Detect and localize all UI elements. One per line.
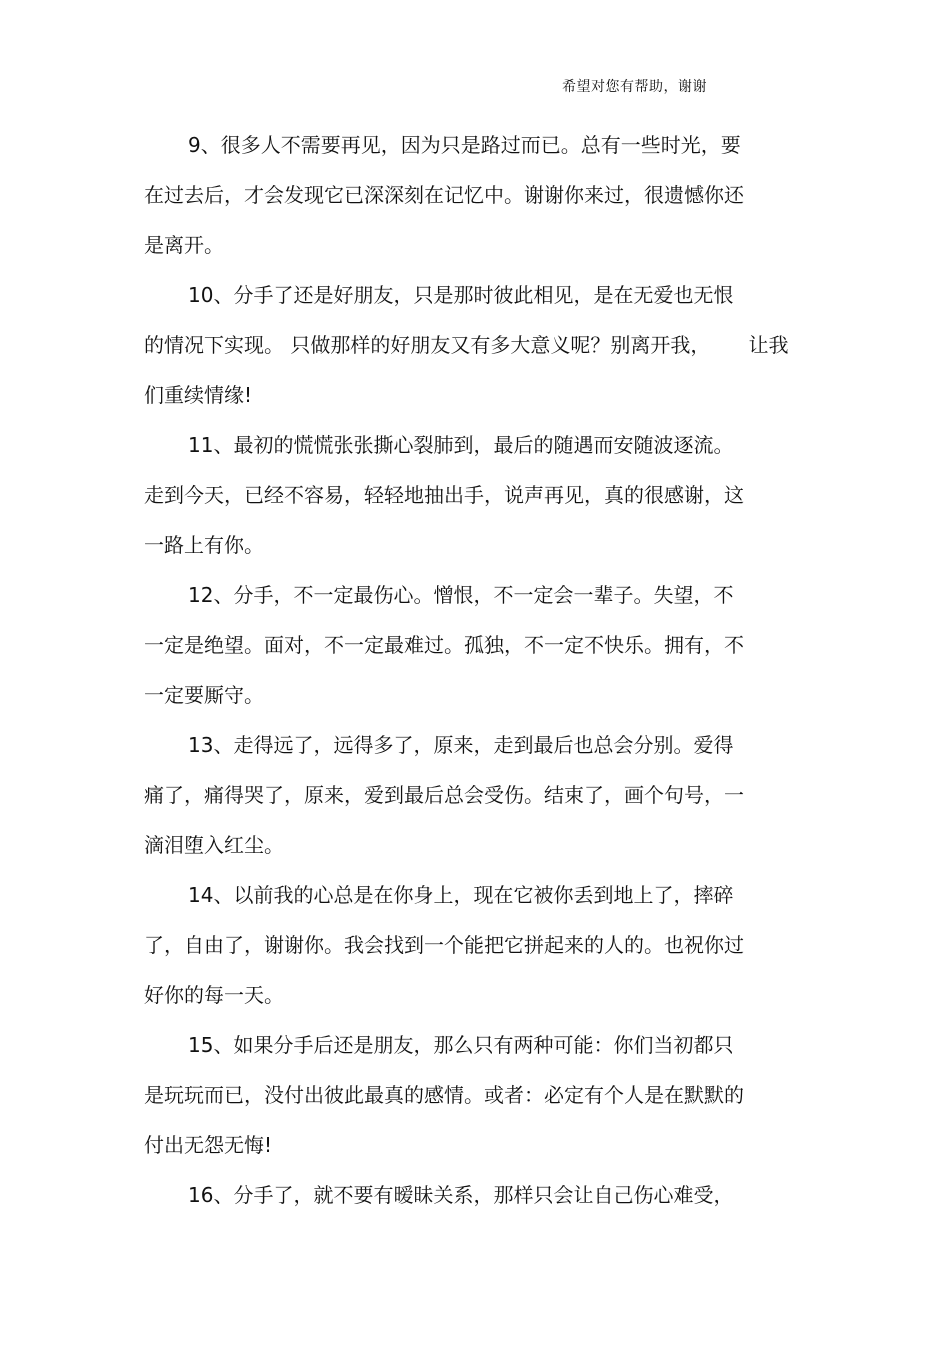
text-line: 滴泪堕入红尘。 xyxy=(144,833,284,857)
paragraph-13 xyxy=(144,720,844,870)
text-line: 10、分手了还是好朋友，只是那时彼此相见，是在无爱也无恨 xyxy=(188,283,734,307)
text-line: 16、分手了，就不要有暧昧关系，那样只会让自己伤心难受， xyxy=(188,1183,734,1207)
paragraph-15 xyxy=(144,1020,844,1170)
paragraph-9 xyxy=(144,120,844,270)
text-line: 痛了，痛得哭了，原来，爱到最后总会受伤。结束了，画个句号，一 xyxy=(144,783,744,807)
text-line: 12、分手，不一定最伤心。憎恨，不一定会一辈子。失望，不 xyxy=(188,583,734,607)
paragraph-14 xyxy=(144,870,844,1020)
text-line: 是玩玩而已，没付出彼此最真的感情。或者：必定有个人是在默默的 xyxy=(144,1083,744,1107)
text-line: 走到今天，已经不容易，轻轻地抽出手，说声再见，真的很感谢，这 xyxy=(144,483,744,507)
text-line: 付出无怨无悔! xyxy=(144,1133,273,1157)
text-line: 14、以前我的心总是在你身上，现在它被你丢到地上了，摔碎 xyxy=(188,883,734,907)
text-line: 9、很多人不需要再见，因为只是路过而已。总有一些时光，要 xyxy=(188,133,741,157)
text-line: 13、走得远了，远得多了，原来，走到最后也总会分别。爱得 xyxy=(188,733,734,757)
text-line: 们重续情缘! xyxy=(144,383,253,407)
text-line: 一路上有你。 xyxy=(144,533,264,557)
text-line: 一定是绝望。面对，不一定最难过。孤独，不一定不快乐。拥有，不 xyxy=(144,633,744,657)
text-line: 11、最初的慌慌张张撕心裂肺到，最后的随遇而安随波逐流。 xyxy=(188,433,734,457)
paragraph-11 xyxy=(144,420,844,570)
text-line: 在过去后，才会发现它已深深刻在记忆中。谢谢你来过，很遗憾你还 xyxy=(144,183,744,207)
paragraph-16 xyxy=(144,1170,844,1220)
text-line: 的情况下实现。 只做那样的好朋友又有多大意义呢？别离开我， 让我 xyxy=(144,333,789,357)
text-line: 了，自由了，谢谢你。我会找到一个能把它拼起来的人的。也祝你过 xyxy=(144,933,744,957)
text-line: 是离开。 xyxy=(144,233,224,257)
document-body xyxy=(144,120,844,1220)
text-line: 15、如果分手后还是朋友，那么只有两种可能：你们当初都只 xyxy=(188,1033,734,1057)
header-note: 希望对您有帮助，谢谢 xyxy=(562,79,707,95)
paragraph-12 xyxy=(144,570,844,720)
paragraph-10 xyxy=(144,270,844,420)
text-line: 一定要厮守。 xyxy=(144,683,264,707)
text-line: 好你的每一天。 xyxy=(144,983,284,1007)
